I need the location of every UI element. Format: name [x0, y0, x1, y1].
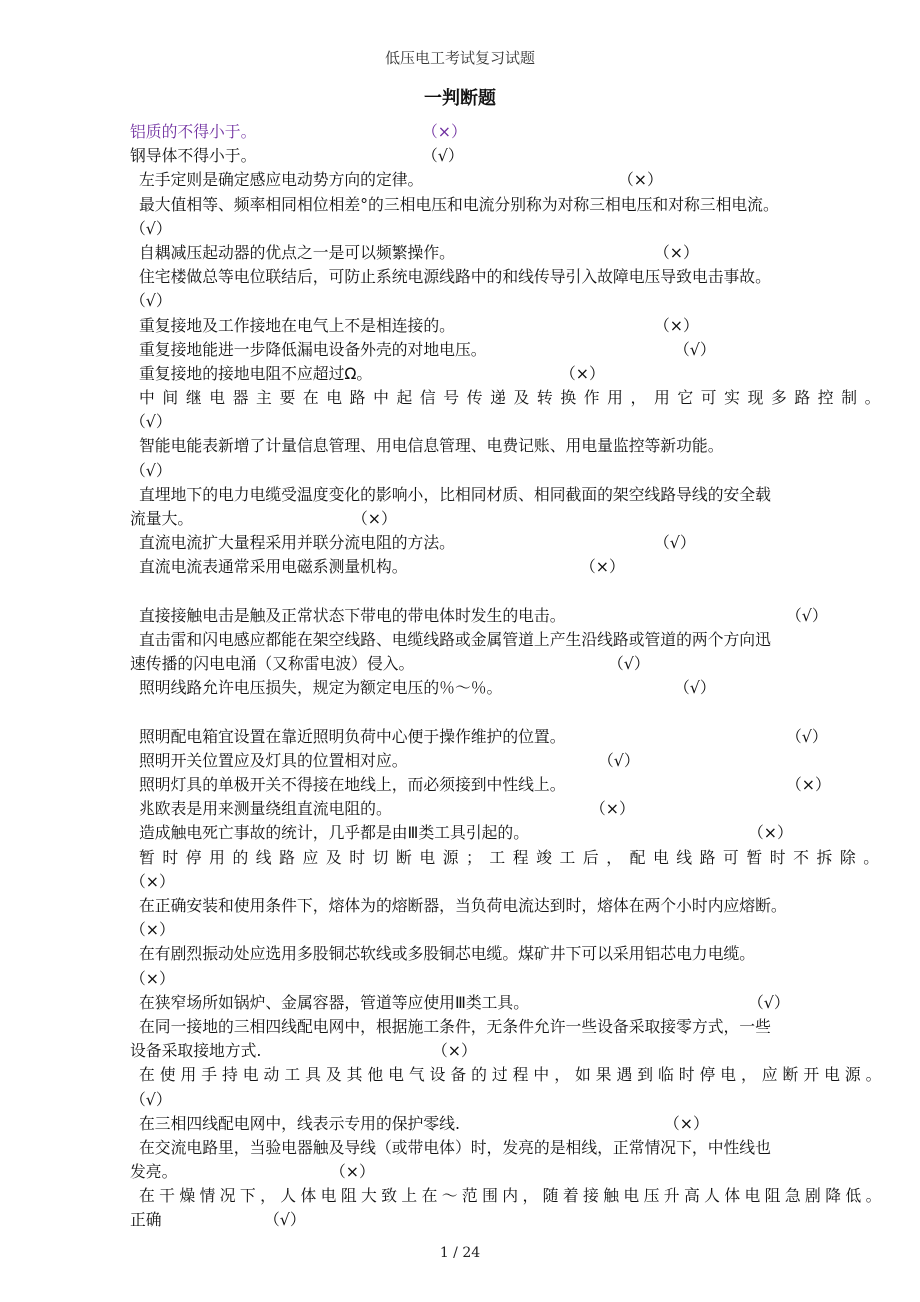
answer-mark: （√）	[608, 654, 650, 674]
question-line	[130, 991, 882, 1015]
question-line	[130, 241, 882, 265]
question-text: 直埋地下的电力电缆受温度变化的影响小，比相同材质、相同截面的架空线路导线的安全载	[139, 484, 771, 504]
question-text: 最大值相等、频率相同相位相差°的三相电压和电流分别称为对称三相电压和对称三相电流。	[139, 194, 779, 214]
answer-mark: （√）	[786, 605, 828, 625]
answer-line	[130, 870, 882, 894]
answer-line	[130, 1088, 882, 1112]
answer-mark: （√）	[748, 992, 790, 1012]
answer-mark: （×）	[130, 920, 175, 940]
answer-mark: （√）	[130, 460, 172, 480]
answer-mark: （×）	[352, 509, 397, 528]
answer-mark: （×）	[130, 968, 175, 988]
question-text: 在干燥情况下，人体电阻大致上在～范围内，随着接触电压升高人体电阻急剧降低。	[139, 1186, 882, 1206]
answer-line	[130, 459, 882, 483]
question-line	[130, 555, 882, 579]
answer-mark: （×）	[560, 363, 605, 383]
question-text: 重复接地及工作接地在电气上不是相连接的。	[139, 315, 455, 335]
question-text: 设备采取接地方式.	[130, 1041, 262, 1061]
page-header: 低压电工考试复习试题	[384, 49, 535, 67]
question-text: 钢导体不得小于。	[130, 146, 257, 166]
section-title: 一判断题	[424, 88, 496, 109]
question-line	[130, 265, 882, 289]
answer-mark: （×）	[654, 315, 699, 335]
question-line	[130, 1160, 882, 1184]
question-line	[130, 483, 882, 507]
question-line	[130, 1063, 882, 1087]
question-text: 在三相四线配电网中，线表示专用的保护零线.	[139, 1113, 460, 1133]
answer-mark: （×）	[130, 871, 175, 891]
question-text: 照明灯具的单极开关不得接在地线上，而必须接到中性线上。	[139, 775, 566, 795]
answer-mark: （√）	[674, 678, 716, 698]
answer-mark: （√）	[674, 339, 716, 359]
answer-mark: （√）	[654, 533, 696, 553]
question-text: 直击雷和闪电感应都能在架空线路、电缆线路或金属管道上产生沿线路或管道的两个方向迅	[139, 629, 771, 649]
question-line	[130, 773, 882, 797]
blank-line	[130, 580, 882, 604]
question-line	[130, 362, 882, 386]
question-text: 兆欧表是用来测量绕组直流电阻的。	[139, 799, 392, 819]
page-number: 1 / 24	[439, 1245, 481, 1261]
question-text: 速传播的闪电电涌（又称雷电波）侵入。	[130, 654, 415, 674]
question-text: 重复接地的接地电阻不应超过Ω。	[139, 363, 373, 383]
answer-mark: （×）	[654, 242, 699, 262]
answer-mark: （×）	[786, 775, 831, 795]
question-line	[130, 749, 882, 773]
question-line	[130, 120, 882, 144]
question-text: 照明配电箱宜设置在靠近照明负荷中心便于操作维护的位置。	[139, 726, 566, 746]
answer-mark: （×）	[330, 1162, 375, 1182]
question-text: 在同一接地的三相四线配电网中，根据施工条件，无条件允许一些设备采取接零方式，一些	[139, 1016, 771, 1036]
question-line	[130, 1039, 882, 1063]
question-line	[130, 1015, 882, 1039]
answer-mark: （×）	[748, 823, 793, 843]
question-text: 在有剧烈振动处应选用多股铜芯软线或多股铜芯电缆。煤矿井下可以采用铝芯电力电缆。	[139, 944, 756, 964]
question-line	[130, 434, 882, 458]
answer-line	[130, 289, 882, 313]
question-line	[130, 168, 882, 192]
question-line	[130, 821, 882, 845]
question-text: 在使用手持电动工具及其他电气设备的过程中，如果遇到临时停电，应断开电源。	[139, 1065, 882, 1085]
question-text: 正确	[130, 1210, 162, 1230]
question-line	[130, 1112, 882, 1136]
answer-line	[130, 918, 882, 942]
question-text: 发亮。	[130, 1162, 178, 1182]
answer-mark: （×）	[432, 1041, 477, 1061]
answer-line	[130, 217, 882, 241]
blank-line	[130, 701, 882, 725]
question-text: 智能电能表新增了计量信息管理、用电信息管理、电费记账、用电量监控等新功能。	[139, 436, 724, 456]
question-text: 直流电流扩大量程采用并联分流电阻的方法。	[139, 533, 455, 553]
question-text: 重复接地能进一步降低漏电设备外壳的对地电压。	[139, 339, 487, 359]
question-list	[130, 120, 882, 1233]
question-line	[130, 531, 882, 555]
question-text: 住宅楼做总等电位联结后，可防止系统电源线路中的和线传导引入故障电压导致电击事故。	[139, 267, 771, 287]
question-text: 照明线路允许电压损失，规定为额定电压的％～％。	[139, 678, 503, 698]
question-text: 左手定则是确定感应电动势方向的定律。	[139, 170, 424, 190]
question-line	[130, 652, 882, 676]
answer-mark: （√）	[422, 146, 464, 166]
answer-mark: （√）	[598, 750, 640, 770]
question-text: 在正确安装和使用条件下，熔体为的熔断器，当负荷电流达到时，熔体在两个小时内应熔断。	[139, 896, 787, 915]
question-line	[130, 193, 882, 217]
question-text: 流量大。	[130, 509, 194, 528]
question-line	[130, 846, 882, 870]
question-line	[130, 797, 882, 821]
question-line	[130, 144, 882, 168]
question-text: 照明开关位置应及灯具的位置相对应。	[139, 750, 408, 770]
question-line	[130, 894, 882, 918]
answer-line	[130, 967, 882, 991]
answer-mark: （×）	[590, 799, 635, 819]
question-line	[130, 507, 882, 531]
answer-line	[130, 410, 882, 434]
question-line	[130, 942, 882, 966]
question-text: 造成触电死亡事故的统计，几乎都是由Ⅲ类工具引起的。	[139, 823, 530, 843]
question-line	[130, 1184, 882, 1208]
question-text: 在狭窄场所如锅炉、金属容器，管道等应使用Ⅲ类工具。	[139, 992, 530, 1012]
question-text: 直流电流表通常采用电磁系测量机构。	[139, 557, 408, 577]
question-line	[130, 314, 882, 338]
question-line	[130, 676, 882, 700]
answer-mark: （×）	[664, 1113, 709, 1133]
answer-mark: （√）	[264, 1210, 306, 1230]
answer-mark: （√）	[130, 1089, 172, 1109]
question-line	[130, 386, 882, 410]
answer-mark: （√）	[130, 412, 172, 432]
question-text: 暂时停用的线路应及时切断电源；工程竣工后，配电线路可暂时不拆除。	[139, 847, 882, 867]
question-text: 直接接触电击是触及正常状态下带电的带电体时发生的电击。	[139, 605, 566, 625]
answer-mark: （×）	[618, 170, 663, 190]
question-text: 中间继电器主要在电路中起信号传递及转换作用，用它可实现多路控制。	[139, 388, 882, 408]
question-line	[130, 1136, 882, 1160]
question-line	[130, 725, 882, 749]
answer-mark: （×）	[422, 122, 467, 141]
answer-mark: （√）	[786, 726, 828, 746]
answer-mark: （√）	[130, 291, 172, 311]
question-line	[130, 338, 882, 362]
question-line	[130, 1208, 882, 1232]
question-line	[130, 628, 882, 652]
question-text: 铝质的不得小于。	[130, 122, 257, 141]
answer-mark: （√）	[130, 218, 172, 238]
question-line	[130, 604, 882, 628]
question-text: 自耦减压起动器的优点之一是可以频繁操作。	[139, 242, 455, 262]
answer-mark: （×）	[580, 557, 625, 577]
question-text: 在交流电路里，当验电器触及导线（或带电体）时，发亮的是相线，正常情况下，中性线也	[139, 1137, 771, 1157]
